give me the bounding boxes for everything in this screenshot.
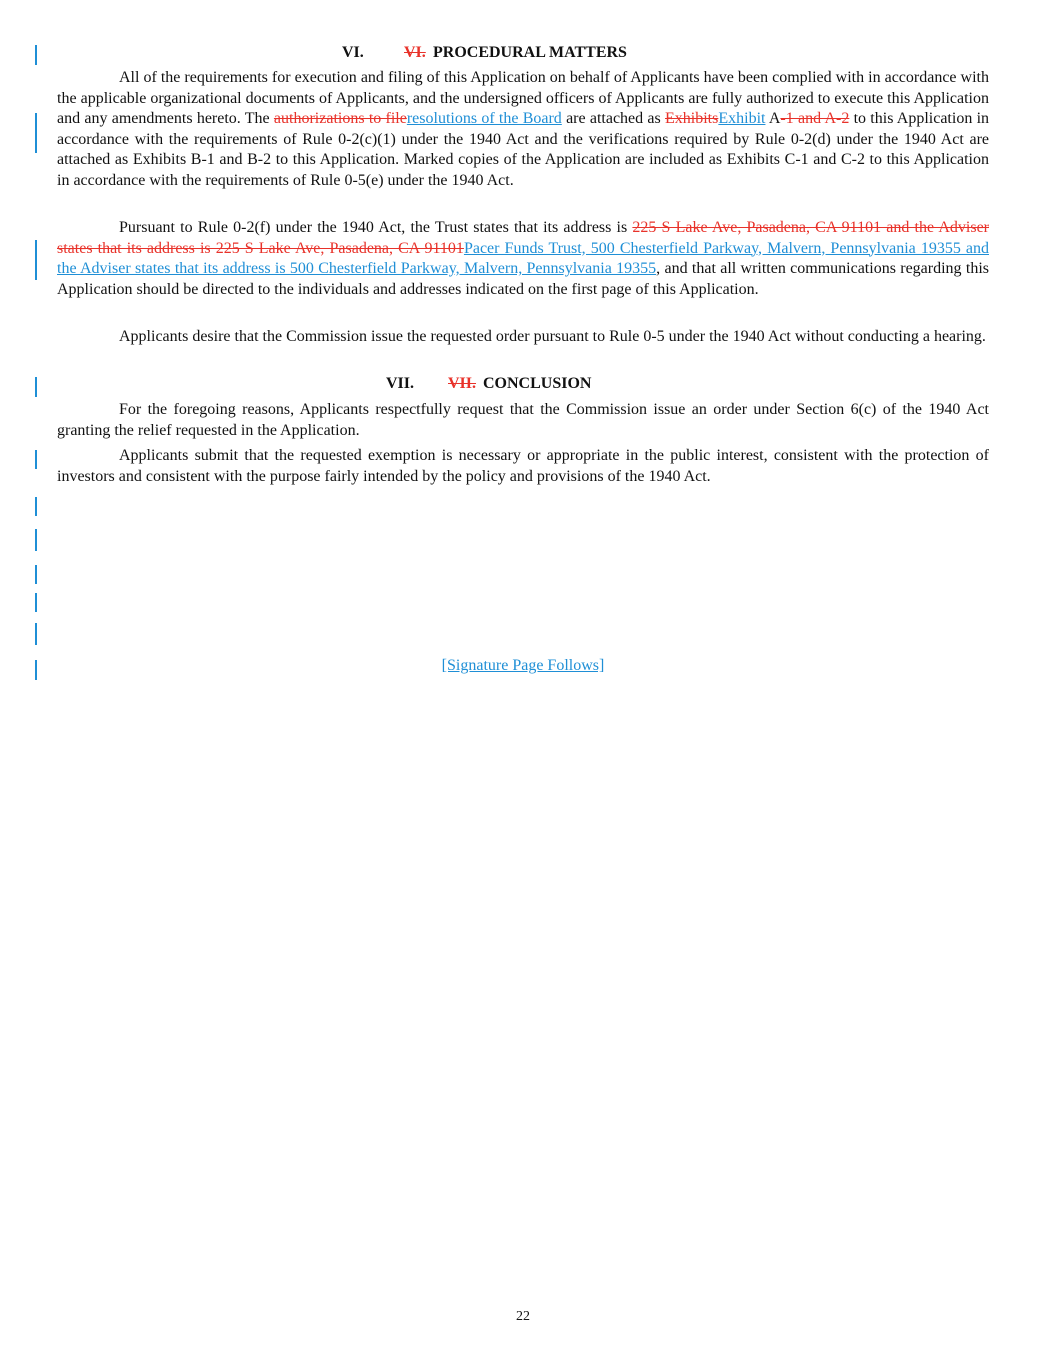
text: to this Application in accordance with the requirements of Rule 0-2(c)(1) under the 1940 Act and the verifications required by Rule 0-2(d) under the 1940 Act are attached as Exhibits B-1 and B-2 to this Application. Marked copies of the Application are included as Exhibits C-1 and C-2 to this Application in accordance with the requirements of Rule 0-5(e) under the 1940 Act. [57,110,990,189]
paragraph-exemption [57,446,989,487]
inserted-text: Exhibit [718,110,766,128]
text: Pursuant to Rule 0-2(f) under the 1940 Act, the Trust states that its address is [119,219,633,236]
change-bar [35,623,37,645]
change-bar [35,565,37,584]
text: Applicants submit that the requested exemption is necessary or appropriate in the public interest, consistent with the protection of investors and consistent with the purpose fairly intended by the policy and provisions of the 1940 Act. [57,447,989,485]
paragraph-address [57,218,989,300]
section-title: CONCLUSION [483,375,592,392]
deleted-text: -1 and A-2 [780,110,850,128]
deleted-text: 225 S Lake Ave, Pasadena, CA 91101 and the Adviser states that its address is 225 S Lake Ave, Pasadena, CA 91101 [57,219,989,257]
change-bar [35,240,37,280]
change-bar [35,529,37,551]
change-bar [35,450,37,469]
text: , and that all written communications regarding this Application should be directed to the individuals and addresses indicated on the first page of this Application. [57,260,989,298]
change-bar [35,497,37,516]
page-number: 22 [516,1309,530,1324]
paragraph-requirements [57,68,989,192]
deleted-text: authorizations to file [273,110,407,128]
section-title: PROCEDURAL MATTERS [433,44,627,61]
section-number: VII. [386,375,415,392]
change-bar [35,45,37,65]
text: Applicants desire that the Commission issue the requested order pursuant to Rule 0-5 under the 1940 Act without conducting a hearing. [119,328,986,345]
section-number: VI. [342,44,364,61]
text: A [765,110,781,128]
inserted-text: Pacer Funds Trust, 500 Chesterfield Parkway, Malvern, Pennsylvania 19355 and the Adviser states that its address is 500 Chesterfield Parkway, Malvern, Pennsylvania 19355 [57,239,989,278]
paragraph-conclusion [57,400,989,441]
change-bar [35,593,37,612]
deleted-section-number: VI. [404,44,426,61]
text: All of the requirements for execution and filing of this Application on behalf of Applicants have been complied with in accordance with the applicable organizational documents of Applicants, and the undersigned officers of Applicants are fully authorized to execute this Application and any amendments hereto. The [57,69,989,128]
signature-page-note [0,657,1046,675]
paragraph-hearing [57,327,989,348]
inserted-text: [Signature Page Follows] [441,657,605,674]
inserted-text: resolutions of the Board [406,110,562,128]
change-bar [35,113,37,153]
deleted-section-number: VII. [448,375,477,392]
change-bar [35,377,37,397]
text: For the foregoing reasons, Applicants respectfully request that the Commission issue an order under Section 6(c) of the 1940 Act granting the relief requested in the Application. [57,401,989,439]
text: are attached as [561,110,665,128]
deleted-text: Exhibits [665,110,719,128]
